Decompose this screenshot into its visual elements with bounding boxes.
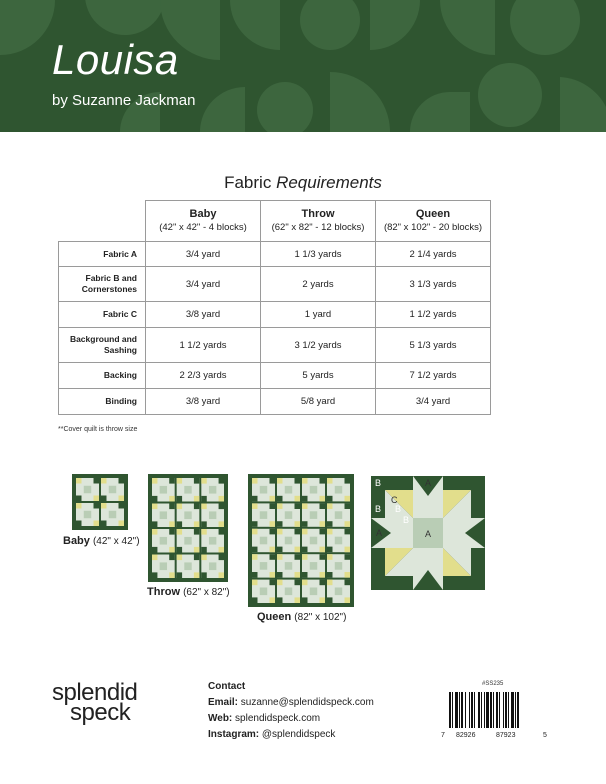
- row-header: Background and Sashing: [59, 328, 146, 363]
- column-header: Baby (42" x 42" - 4 blocks): [146, 201, 261, 242]
- block-label-b: B: [375, 504, 382, 514]
- quilt-block: [302, 478, 325, 501]
- heading-plain: Fabric: [224, 173, 272, 192]
- block-label-b: B: [395, 504, 402, 514]
- quilt-block: [201, 555, 224, 579]
- table-cell: 3/4 yard: [146, 242, 261, 267]
- column-header: Throw (62" x 82" - 12 blocks): [261, 201, 376, 242]
- quilt-block: [327, 503, 350, 526]
- block-diagram: [371, 476, 485, 590]
- barcode-bar: [511, 692, 514, 728]
- corner-bl: [385, 548, 413, 576]
- baby-quilt-label: Baby (42" x 42"): [63, 535, 140, 547]
- quilt-block: [76, 478, 99, 501]
- row-header: Fabric B and Cornerstones: [59, 267, 146, 302]
- block-label-c: C: [391, 495, 398, 505]
- quilt-block: [201, 529, 224, 553]
- quilt-block: [177, 478, 200, 502]
- contact-heading: Contact: [208, 681, 246, 692]
- queen-quilt-diagram: [248, 474, 354, 607]
- barcode-bar: [478, 692, 480, 728]
- quilt-block: [327, 554, 350, 577]
- barcode-group-1: 82926: [456, 732, 476, 739]
- header-banner: [0, 0, 606, 132]
- barcode-bar: [481, 692, 482, 728]
- table-cell: 5 1/3 yards: [376, 328, 491, 363]
- barcode-bar: [459, 692, 460, 728]
- table-row: [59, 302, 491, 328]
- barcode-bar: [484, 692, 485, 728]
- table-cell: 1 1/3 yards: [261, 242, 376, 267]
- table-cell: 2 2/3 yards: [146, 363, 261, 389]
- quilt-block: [302, 529, 325, 552]
- block-label-b: B: [375, 478, 382, 488]
- quilt-block: [252, 529, 275, 552]
- block-label-a: A: [425, 529, 432, 539]
- table-cell: 3 1/3 yards: [376, 267, 491, 302]
- quilt-block: [201, 478, 224, 502]
- fabric-requirements-heading: [0, 173, 606, 193]
- barcode-bar: [486, 692, 489, 728]
- quilt-block: [177, 555, 200, 579]
- barcode-bar: [515, 692, 516, 728]
- quilt-block: [302, 580, 325, 603]
- quilt-block: [177, 529, 200, 553]
- quilt-block: [252, 554, 275, 577]
- block-label-a: A: [425, 478, 432, 488]
- barcode-bar: [496, 692, 498, 728]
- table-row: [59, 328, 491, 363]
- table-cell: 1 1/2 yards: [146, 328, 261, 363]
- barcode-bar: [452, 692, 453, 728]
- row-header: Fabric C: [59, 302, 146, 328]
- table-cell: 2 yards: [261, 267, 376, 302]
- contact-block: Contact Email: suzanne@splendidspeck.com Web: splendidspeck.com Instagram: @splendidspeck: [208, 681, 374, 740]
- barcode-bar: [490, 692, 492, 728]
- row-header: Binding: [59, 389, 146, 415]
- quilt-block: [277, 478, 300, 501]
- pattern-title: Louisa: [52, 36, 179, 83]
- throw-quilt-diagram: [148, 474, 228, 582]
- sku-number: #SS235: [482, 681, 504, 687]
- barcode-bar: [469, 692, 470, 728]
- table-row: [59, 267, 491, 302]
- table-cell: 7 1/2 yards: [376, 363, 491, 389]
- row-header: Fabric A: [59, 242, 146, 267]
- quilt-block: [201, 504, 224, 528]
- quilt-block: [327, 478, 350, 501]
- web-link[interactable]: splendidspeck.com: [235, 713, 321, 724]
- table-corner: [59, 201, 146, 242]
- table-cell: 3/4 yard: [376, 389, 491, 415]
- block-label-b: B: [403, 515, 410, 525]
- quilt-block: [177, 504, 200, 528]
- barcode-bar: [471, 692, 473, 728]
- quilt-block: [327, 580, 350, 603]
- table-cell: 1 1/2 yards: [376, 302, 491, 328]
- barcode-bar: [449, 692, 451, 728]
- table-cell: 3 1/2 yards: [261, 328, 376, 363]
- quilt-block: [277, 580, 300, 603]
- quilt-block: [152, 504, 175, 528]
- corner-br: [443, 548, 471, 576]
- barcode-bar: [517, 692, 519, 728]
- barcode-bar: [461, 692, 463, 728]
- barcode-bar: [503, 692, 504, 728]
- fabric-requirements-table: [58, 200, 491, 415]
- designer-byline: by Suzanne Jackman: [52, 92, 196, 109]
- barcode-bar: [493, 692, 494, 728]
- quilt-block: [152, 555, 175, 579]
- barcode-digit-left: 7: [441, 732, 445, 739]
- barcode: [449, 692, 539, 732]
- splendid-speck-logo: splendid speck: [52, 679, 138, 726]
- barcode-bar: [508, 692, 509, 728]
- barcode-bar: [465, 692, 466, 728]
- barcode-digit-right: 5: [543, 732, 547, 739]
- baby-quilt-diagram: [72, 474, 128, 530]
- quilt-block: [277, 503, 300, 526]
- row-header: Backing: [59, 363, 146, 389]
- table-row: [59, 363, 491, 389]
- table-cell: 3/8 yard: [146, 389, 261, 415]
- barcode-group-2: 87923: [496, 732, 516, 739]
- table-cell: 5 yards: [261, 363, 376, 389]
- table-cell: 2 1/4 yards: [376, 242, 491, 267]
- queen-quilt-label: Queen (82" x 102"): [257, 611, 347, 623]
- quilt-block: [252, 478, 275, 501]
- barcode-bar: [499, 692, 500, 728]
- email-link[interactable]: suzanne@splendidspeck.com: [240, 697, 374, 708]
- barcode-bar: [505, 692, 507, 728]
- quilt-block: [327, 529, 350, 552]
- table-header-row: [59, 201, 491, 242]
- block-label-a: A: [376, 528, 383, 538]
- corner-tr: [443, 490, 471, 518]
- instagram-link[interactable]: @splendidspeck: [261, 729, 336, 740]
- quilt-block: [277, 554, 300, 577]
- table-cell: 3/8 yard: [146, 302, 261, 328]
- barcode-bar: [455, 692, 458, 728]
- quilt-block: [101, 478, 124, 501]
- quilt-block: [277, 529, 300, 552]
- column-header: Queen (82" x 102" - 20 blocks): [376, 201, 491, 242]
- quilt-block: [76, 503, 99, 526]
- table-cell: 5/8 yard: [261, 389, 376, 415]
- table-row: [59, 389, 491, 415]
- throw-quilt-label: Throw (62" x 82"): [147, 586, 230, 598]
- quilt-block: [302, 503, 325, 526]
- quilt-block: [152, 529, 175, 553]
- quilt-block: [101, 503, 124, 526]
- table-row: [59, 242, 491, 267]
- quilt-block: [302, 554, 325, 577]
- table-cell: 1 yard: [261, 302, 376, 328]
- barcode-bar: [474, 692, 475, 728]
- heading-italic: Requirements: [276, 173, 382, 192]
- table-cell: 3/4 yard: [146, 267, 261, 302]
- cover-quilt-note: **Cover quilt is throw size: [58, 426, 138, 433]
- quilt-block: [152, 478, 175, 502]
- quilt-block: [252, 503, 275, 526]
- quilt-block: [252, 580, 275, 603]
